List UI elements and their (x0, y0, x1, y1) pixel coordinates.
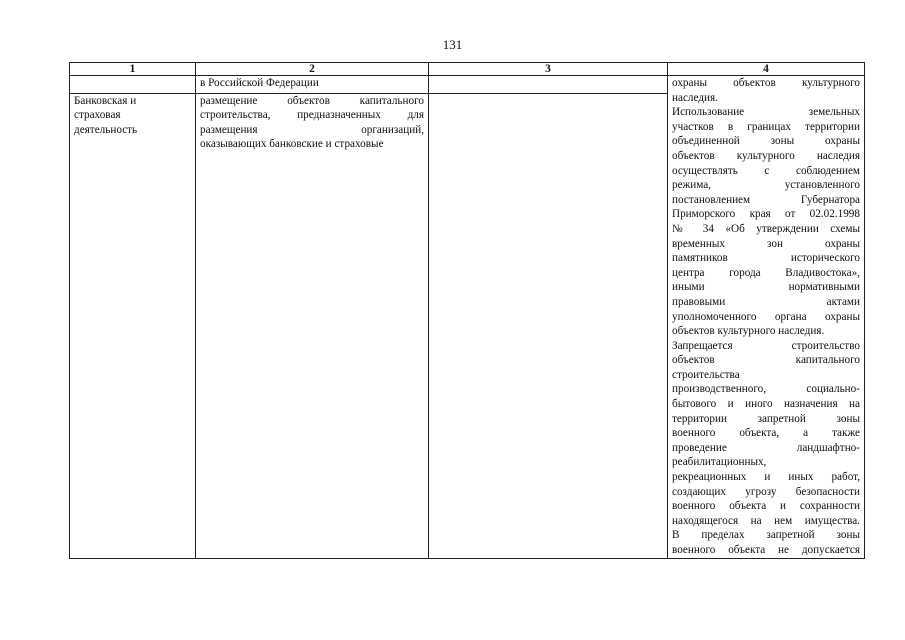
col4-line: памятников исторического (672, 252, 860, 265)
col4-line: объектов капитального (672, 354, 860, 367)
description-line: строительства, предназначенных для (200, 109, 424, 122)
col4-line: наследия. (672, 91, 718, 104)
col4-text (672, 76, 860, 558)
continuation-col-2 (196, 76, 429, 94)
col4-line: Запрещается строительство (672, 339, 860, 352)
col4-line: военного объекта и сохранности (672, 500, 860, 513)
col4-line: объединенной зоны охраны (672, 135, 860, 148)
col4-line: рекреационных и иных работ, (672, 471, 860, 484)
col4-line: бытового и иного назначения на (672, 398, 860, 411)
continuation-text: в Российской Федерации (200, 77, 319, 89)
continuation-col-1 (70, 76, 196, 94)
activity-type-line: Банковская и (74, 94, 137, 107)
col4-line: военного объекта не допускается (672, 544, 860, 556)
col4-line: проведение ландшафтно- (672, 441, 860, 454)
col4-line: № 34 «Об утверждении схемы (672, 222, 860, 235)
col4-text-cell (668, 76, 865, 559)
col4-line: объектов культурного наследия (672, 149, 860, 162)
col4-line: режима, установленного (672, 179, 860, 192)
col4-line: временных зон охраны (672, 237, 860, 250)
col4-line: В пределах запретной зоны (672, 529, 860, 542)
col4-line: постановлением Губернатора (672, 193, 860, 206)
col4-line: правовыми актами (672, 295, 860, 308)
continuation-col-3 (429, 76, 668, 94)
col4-line: создающих угрозу безопасности (672, 485, 860, 498)
col4-line: территории запретной зоны (672, 412, 860, 425)
description-cell (196, 93, 429, 558)
col4-line: производственного, социально- (672, 383, 860, 396)
continuation-row (70, 76, 865, 94)
activity-type-line: деятельность (74, 123, 138, 136)
activity-type-cell (70, 93, 196, 558)
document-table (69, 62, 865, 559)
page-number: 131 (442, 37, 463, 52)
col4-line: центра города Владивостока», (672, 266, 860, 279)
col4-line: осуществлять с соблюдением (672, 164, 860, 177)
header-col-1: 1 (70, 63, 196, 76)
col3-cell (429, 93, 668, 558)
description-line: размещение объектов капитального (200, 94, 424, 107)
col4-line: военного объекта, а также (672, 427, 860, 440)
col4-line: строительства (672, 368, 740, 381)
col4-line: Использование земельных (672, 106, 860, 119)
header-col-3: 3 (429, 63, 668, 76)
activity-type-line: страховая (74, 109, 121, 122)
col4-line: участков в границах территории (672, 120, 860, 133)
table-header-row (70, 63, 865, 76)
col4-line: находящегося на нем имущества. (672, 514, 860, 527)
col4-line: Приморского края от 02.02.1998 (672, 208, 860, 221)
header-col-4: 4 (668, 63, 865, 76)
header-col-2: 2 (196, 63, 429, 76)
col4-line: уполномоченного органа охраны (672, 310, 860, 323)
col4-line: охраны объектов культурного (672, 77, 860, 89)
col4-line: реабилитационных, (672, 456, 767, 469)
col4-line: иными нормативными (672, 281, 860, 294)
col4-line: объектов культурного наследия. (672, 325, 825, 338)
description-line: размещения организаций, (200, 123, 424, 136)
description-line: оказывающих банковские и страховые (200, 138, 384, 151)
